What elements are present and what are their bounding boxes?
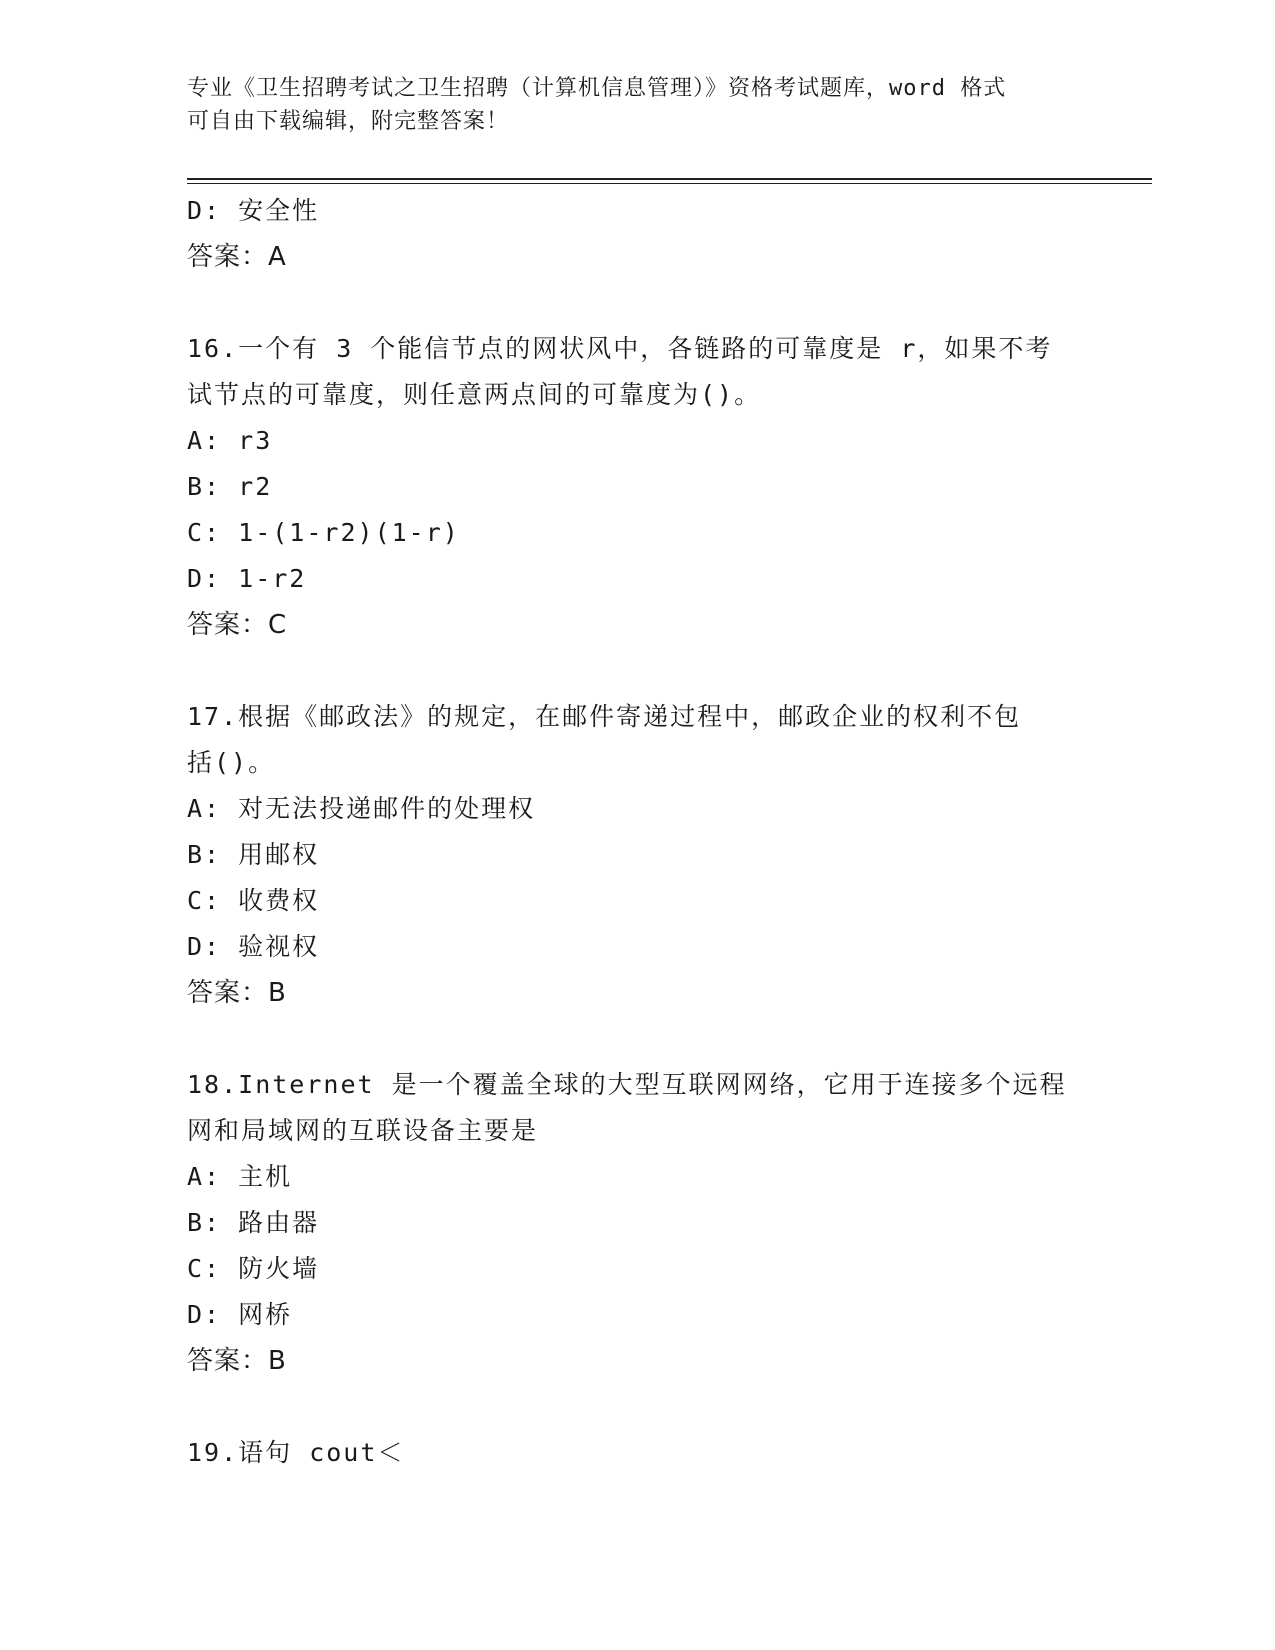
question-text: 17.根据《邮政法》的规定，在邮件寄递过程中，邮政企业的权利不包 (187, 702, 1022, 731)
header-line-1: 专业《卫生招聘考试之卫生招聘（计算机信息管理）》资格考试题库，word 格式 (187, 76, 1007, 101)
question-text: 网和局域网的互联设备主要是 (187, 1116, 539, 1145)
header-divider-thick (187, 178, 1152, 180)
answer-option: A: 对无法投递邮件的处理权 (187, 794, 536, 823)
header-divider-thin (187, 183, 1152, 184)
answer-option: C: 收费权 (187, 886, 320, 915)
question-text: 括()。 (187, 748, 276, 777)
question-text: 19.语句 cout＜ (187, 1438, 405, 1467)
document-header (187, 72, 1067, 138)
answer-option: A: r3 (187, 426, 273, 455)
block-gap (187, 648, 1087, 694)
answer-key: 答案：B (187, 978, 287, 1008)
answer-option: D: 1-r2 (187, 564, 307, 593)
header-line-2: 可自由下载编辑，附完整答案！ (187, 109, 510, 134)
question-text: 16.一个有 3 个能信节点的网状风中，各链路的可靠度是 r，如果不考 (187, 334, 1053, 363)
answer-option: C: 1-(1-r2)(1-r) (187, 518, 460, 547)
answer-option: A: 主机 (187, 1162, 293, 1191)
answer-option: B: r2 (187, 472, 273, 501)
answer-key: 答案：B (187, 1346, 287, 1376)
answer-option: D: 网桥 (187, 1300, 293, 1329)
question-text: 18.Internet 是一个覆盖全球的大型互联网网络，它用于连接多个远程 (187, 1070, 1067, 1099)
answer-key: 答案：A (187, 242, 287, 272)
answer-key: 答案：C (187, 610, 288, 640)
question-text: 试节点的可靠度，则任意两点间的可靠度为()。 (187, 380, 762, 409)
block-gap (187, 280, 1087, 326)
answer-option: D: 验视权 (187, 932, 320, 961)
answer-option: B: 用邮权 (187, 840, 320, 869)
block-gap (187, 1384, 1087, 1430)
answer-option: B: 路由器 (187, 1208, 320, 1237)
answer-option: D: 安全性 (187, 196, 320, 225)
answer-option: C: 防火墙 (187, 1254, 320, 1283)
block-gap (187, 1016, 1087, 1062)
question-list (187, 188, 1087, 1476)
